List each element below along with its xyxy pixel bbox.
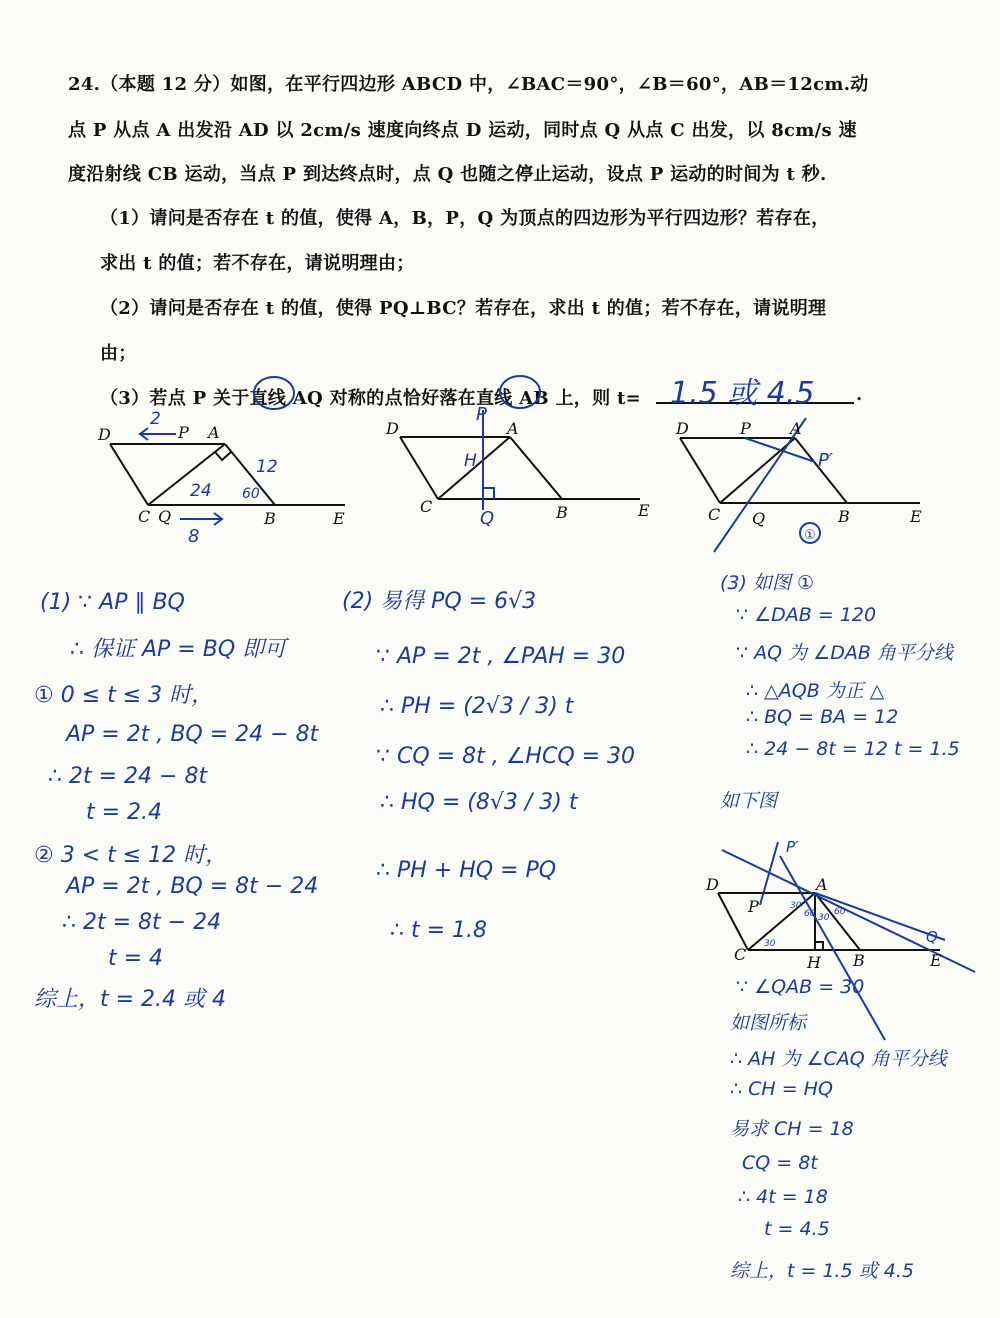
sol3-line-15: t = 4.5 [764, 1218, 830, 1240]
sol3-line-14: ∴ 4t = 18 [738, 1186, 828, 1208]
fig3-number-mark: ① [804, 528, 816, 543]
fig3-label-q: Q [752, 509, 766, 528]
sol1-line-8: AP = 2t , BQ = 8t − 24 [66, 874, 319, 899]
fig1-label-q: Q [158, 507, 172, 526]
fig4-label-e: E [930, 951, 942, 970]
fig1-speed-q: 8 [188, 526, 200, 547]
fig2-label-a: A [507, 419, 519, 438]
figure-2 [400, 437, 640, 499]
fig2-label-q: Q [480, 508, 495, 529]
sol3-line-7: 如下图 [720, 790, 778, 812]
fig2-label-h: H [464, 451, 477, 471]
fig1-bq-length: 24 [190, 481, 212, 501]
fig4-label-p-prime: P′ [786, 838, 799, 856]
question-1-line-1: （1）请问是否存在 t 的值，使得 A，B，P，Q 为顶点的四边形为平行四边形？若存在， [100, 208, 830, 229]
sol1-line-4: AP = 2t , BQ = 24 − 8t [66, 722, 319, 747]
sol1-line-11: 综上，t = 2.4 或 4 [34, 987, 227, 1012]
fig4-angle-a: 30 [790, 901, 802, 911]
sol3-line-3: ∵ AQ 为 ∠DAB 角平分线 [736, 642, 953, 664]
question-2-line-1: （2）请问是否存在 t 的值，使得 PQ⊥BC？若存在，求出 t 的值；若不存在，请说明理 [100, 298, 827, 319]
fig1-ab-length: 12 [256, 457, 278, 477]
question-2-line-2: 由； [100, 343, 137, 364]
sol2-line-2: ∵ AP = 2t , ∠PAH = 30 [376, 644, 626, 669]
question-3-prefix: （3）若点 P 关于直线 AQ 对称的点恰好落在直线 AB 上，则 t= [100, 388, 641, 409]
problem-line-1: 24.（本题 12 分）如图，在平行四边形 ABCD 中，∠BAC＝90°，∠B＝60°，AB＝12cm.动 [68, 74, 869, 95]
sol2-line-6: ∴ PH + HQ = PQ [376, 858, 557, 883]
fig4-angle-b: 60 [804, 909, 816, 919]
sol2-line-5: ∴ HQ = (8√3 / 3) t [380, 790, 578, 815]
sol3-line-11: ∴ CH = HQ [730, 1078, 833, 1100]
sol3-line-10: ∴ AH 为 ∠CAQ 角平分线 [730, 1048, 947, 1070]
fig4-label-c: C [734, 945, 747, 964]
sol1-line-9: ∴ 2t = 8t − 24 [62, 910, 222, 935]
sol1-line-1: (1) ∵ AP ∥ BQ [40, 590, 185, 615]
fig3-label-a: A [790, 419, 802, 438]
sol1-line-6: t = 2.4 [86, 800, 163, 825]
sol2-line-4: ∵ CQ = 8t , ∠HCQ = 30 [376, 744, 636, 769]
fig1-speed-p: 2 [150, 409, 161, 429]
fig3-label-b: B [838, 507, 850, 526]
figure-3 [680, 438, 920, 503]
fig4-angle-c: 30 [818, 913, 830, 923]
sol3-line-9: 如图所标 [730, 1012, 807, 1034]
fig3-label-p-prime: P′ [818, 450, 833, 471]
question-3-answer: 1.5 或 4.5 [670, 376, 815, 411]
sol3-line-2: ∵ ∠DAB = 120 [736, 604, 877, 626]
sol3-line-5: ∴ BQ = BA = 12 [746, 706, 899, 728]
sol3-line-12: 易求 CH = 18 [730, 1118, 854, 1140]
fig1-label-a: A [208, 423, 220, 442]
sol3-line-16: 综上，t = 1.5 或 4.5 [730, 1260, 914, 1282]
circle-mark-1 [254, 377, 294, 409]
sol2-line-7: ∴ t = 1.8 [390, 918, 488, 943]
fig2-label-c: C [420, 497, 433, 516]
fig4-label-d: D [706, 875, 719, 894]
sol3-line-8: ∵ ∠QAB = 30 [736, 976, 865, 998]
fig1-label-c: C [138, 507, 151, 526]
fig3-label-c: C [708, 505, 721, 524]
question-3-suffix: . [856, 384, 863, 405]
question-1-line-2: 求出 t 的值；若不存在，请说明理由； [100, 253, 415, 274]
fig2-label-b: B [556, 503, 568, 522]
fig1-angle: 60 [242, 486, 260, 502]
sol3-line-4: ∴ △AQB 为正 △ [746, 680, 885, 702]
figure-1-handwriting [140, 428, 222, 525]
fig4-label-p: P [748, 897, 759, 916]
sol3-line-13: CQ = 8t [742, 1152, 818, 1174]
fig2-label-e: E [638, 501, 650, 520]
fig1-label-e: E [333, 509, 345, 528]
fig1-label-p: P [178, 423, 189, 442]
fig4-label-a: A [816, 875, 828, 894]
sol2-line-1: (2) 易得 PQ = 6√3 [342, 589, 537, 614]
fig4-label-b: B [853, 951, 865, 970]
problem-line-3: 度沿射线 CB 运动，当点 P 到达终点时，点 Q 也随之停止运动，设点 P 运动的时间为 t 秒. [68, 164, 827, 185]
fig3-label-d: D [676, 419, 689, 438]
sol1-line-2: ∴ 保证 AP = BQ 即可 [70, 637, 287, 662]
fig4-label-h: H [807, 953, 821, 972]
circle-mark-2 [500, 376, 540, 408]
fig3-label-p: P [740, 419, 751, 438]
problem-line-2: 点 P 从点 A 出发沿 AD 以 2cm/s 速度向终点 D 运动，同时点 Q 从点 C 出发，以 8cm/s 速 [68, 120, 857, 141]
sol2-line-3: ∴ PH = (2√3 / 3) t [380, 694, 574, 719]
sol1-line-10: t = 4 [108, 946, 164, 971]
sol3-line-1: (3) 如图 ① [720, 572, 815, 594]
fig4-label-q: Q [926, 928, 938, 946]
sol1-line-3: ① 0 ≤ t ≤ 3 时， [34, 683, 214, 708]
fig1-label-b: B [264, 509, 276, 528]
sol1-line-5: ∴ 2t = 24 − 8t [48, 764, 208, 789]
fig4-angle-e: 30 [764, 939, 776, 949]
fig2-label-d: D [386, 419, 399, 438]
fig3-label-e: E [910, 507, 922, 526]
fig1-label-d: D [98, 425, 111, 444]
sol3-line-6: ∴ 24 − 8t = 12 t = 1.5 [746, 738, 960, 760]
fig4-angle-d: 60 [834, 907, 846, 917]
fig2-label-p: P [476, 404, 487, 425]
sol1-line-7: ② 3 < t ≤ 12 时， [34, 843, 228, 868]
figure-1 [110, 444, 345, 505]
